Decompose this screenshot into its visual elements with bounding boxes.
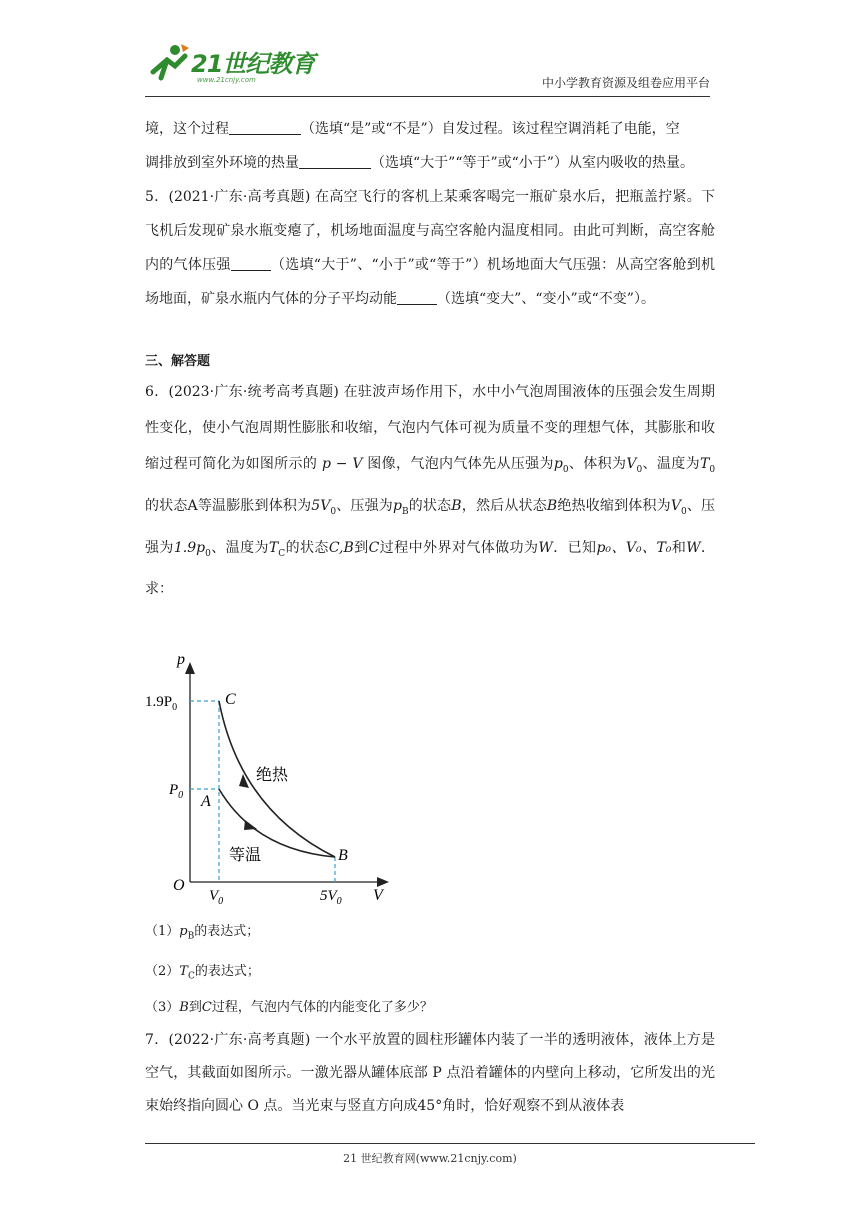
math-c: C <box>368 539 380 556</box>
q5-text-c: （选填“变大”、“变小”或“不变”）。 <box>437 291 655 307</box>
q6-text: 过程中外界对气体做功为 <box>379 539 539 556</box>
y-axis-arrow-icon <box>185 662 195 674</box>
math-b: B <box>451 497 462 514</box>
question-5 <box>145 180 715 316</box>
origin-label: O <box>173 877 185 894</box>
math-v0: V <box>626 456 637 472</box>
q6-text: 、体积为 <box>568 456 627 472</box>
subscript: 0 <box>562 464 569 475</box>
subq-text: 的表达式； <box>194 964 260 979</box>
tick-5v0: $5V_0$ <box>320 888 342 907</box>
page-header <box>0 0 860 100</box>
q6-text: 、温度为 <box>642 456 700 472</box>
adiabatic-label: 绝热 <box>256 765 289 784</box>
logo-url: www.21cnjy.com <box>197 76 256 84</box>
math-symbol: T <box>179 964 188 979</box>
q6-text: 6．(2023·广东·统考高考真题) 在驻波声场作用下，水中小气泡周围液体的压强会发生周期性变化，使小气泡周期性膨胀和收缩，气泡内气体可视为质量不变的理想气体，其膨胀和收缩过程可简化为如图所示的 <box>145 384 715 472</box>
subscript: C <box>278 548 286 559</box>
subscript: 0 <box>636 464 643 475</box>
subq-num: （3） <box>145 1000 180 1015</box>
subq-num: （2） <box>145 964 180 979</box>
header-divider <box>145 96 710 97</box>
point-c-label: C <box>225 691 236 708</box>
section-title: 三、解答题 <box>145 354 211 369</box>
answer-blank[interactable] <box>229 118 301 135</box>
question-6 <box>145 374 715 607</box>
q4-text-c: 调排放到室外环境的热量 <box>145 155 299 171</box>
question-7 <box>145 1024 715 1123</box>
q5-text-a: 5．(2021·广东·高考真题) 在高空飞行的客机上某乘客喝完一瓶矿泉水后，把瓶盖拧紧。下飞机后发现矿泉水瓶变瘪了，机场地面温度与高空客舱内温度相同。由此可判断，高空客舱内的气体压强 <box>145 189 715 273</box>
answer-blank[interactable] <box>231 254 271 271</box>
question-content <box>145 112 715 607</box>
footer-text: 21 世纪教育网(www.21cnjy.com) <box>343 1152 517 1165</box>
isothermal-arrow-icon <box>244 820 257 830</box>
point-b-label: B <box>338 847 348 864</box>
q6-text: 、压强为 <box>145 497 716 556</box>
x-axis-arrow-icon <box>377 877 389 887</box>
answer-blank[interactable] <box>299 152 371 169</box>
q6-text: 的状态 <box>285 539 329 556</box>
subq-text: 的表达式； <box>194 924 260 939</box>
subscript: 0 <box>709 464 716 475</box>
math-symbol: p <box>179 924 188 939</box>
subscript: 0 <box>330 506 337 517</box>
subq-num: （1） <box>145 924 180 939</box>
math-pb: p <box>392 497 402 514</box>
adiabatic-arrow-icon <box>239 774 249 788</box>
subquestion-2 <box>145 960 260 982</box>
q6-text: ．已知 <box>552 539 597 556</box>
site-label: 中小学教育资源及组卷应用平台 <box>541 76 710 90</box>
point-a-label: A <box>201 793 211 810</box>
subscript: C <box>187 971 195 982</box>
math-w: W <box>538 539 553 556</box>
tick-v0: $V_0$ <box>209 888 224 907</box>
tick-p0: $P_0$ <box>169 782 184 801</box>
q6-text: 图像，气泡内气体先从压强为 <box>367 456 554 472</box>
pv-diagram <box>145 651 405 910</box>
math-known: p₀、V₀、T₀ <box>596 539 672 556</box>
math-symbol: B <box>179 1000 189 1015</box>
footer-divider <box>145 1143 755 1144</box>
q4-text-b: （选填“是”或“不是”）自发过程。该过程空调消耗了电能，空 <box>301 121 680 137</box>
subq-mid: 到 <box>188 1000 202 1015</box>
math-5v0: 5V <box>311 497 331 514</box>
x-axis-label: V <box>373 887 383 904</box>
subscript: 0 <box>205 548 211 559</box>
q6-text: 、温度为 <box>210 539 269 556</box>
q4-text-d: （选填“大于”“等于”或“小于”）从室内吸收的热量。 <box>371 155 694 171</box>
isothermal-label: 等温 <box>229 845 262 864</box>
q6-text: 的状态A等温膨胀到体积为 <box>145 497 312 514</box>
subscript: B <box>187 931 195 942</box>
subquestion-3 <box>145 996 433 1015</box>
q5-text-b: （选填“大于”、“小于”或“等于”）机场地面大气压强：从高空客舱到机场地面，矿泉水瓶内气体的分子平均动能 <box>145 257 716 307</box>
math-w: W <box>686 539 701 556</box>
math-t0: T <box>699 456 710 472</box>
q4-line2 <box>145 146 715 180</box>
math-19p0: 1.9p <box>173 539 206 556</box>
tick-19p0: $1.9P_0$ <box>145 694 178 713</box>
q6-text: ．求： <box>145 539 716 598</box>
logo-text: 21世纪教育 <box>191 50 315 78</box>
subscript: 0 <box>680 506 687 517</box>
q6-text: 的状态 <box>408 497 452 514</box>
math-cb: C,B <box>328 539 354 556</box>
subquestion-1 <box>145 920 259 942</box>
math-p0: p <box>553 456 563 472</box>
math-symbol: C <box>201 1000 212 1015</box>
math-tc: T <box>268 539 279 556</box>
q6-text: 绝热收缩到体积为 <box>557 497 671 514</box>
q6-text: 和 <box>671 539 687 556</box>
y-axis-label: p <box>177 651 185 668</box>
q6-text: ，然后从状态 <box>461 497 547 514</box>
q6-text: 到 <box>353 539 369 556</box>
q7-text: 7．(2022·广东·高考真题) 一个水平放置的圆柱形罐体内装了一半的透明液体，液体上方是空气，其截面如图所示。一激光器从罐体底部 P 点沿着罐体的内壁向上移动，它所发出的光束始终指向圆心 O 点。当光束与竖直方向成45°角时，恰好观察不到从液体表 <box>145 1032 715 1114</box>
subq-text: 过程，气泡内气体的内能变化了多少？ <box>211 1000 433 1015</box>
q4-line1 <box>145 112 715 146</box>
site-logo <box>145 40 315 96</box>
q4-text-a: 境，这个过程 <box>145 121 229 137</box>
math-b: B <box>546 497 558 514</box>
answer-blank[interactable] <box>397 288 437 305</box>
math-pv: p − V <box>322 456 363 472</box>
subscript: B <box>401 506 409 517</box>
runner-logo-icon <box>145 42 191 82</box>
math-v0: V <box>670 497 681 514</box>
q6-text: 、压强为 <box>336 497 393 514</box>
